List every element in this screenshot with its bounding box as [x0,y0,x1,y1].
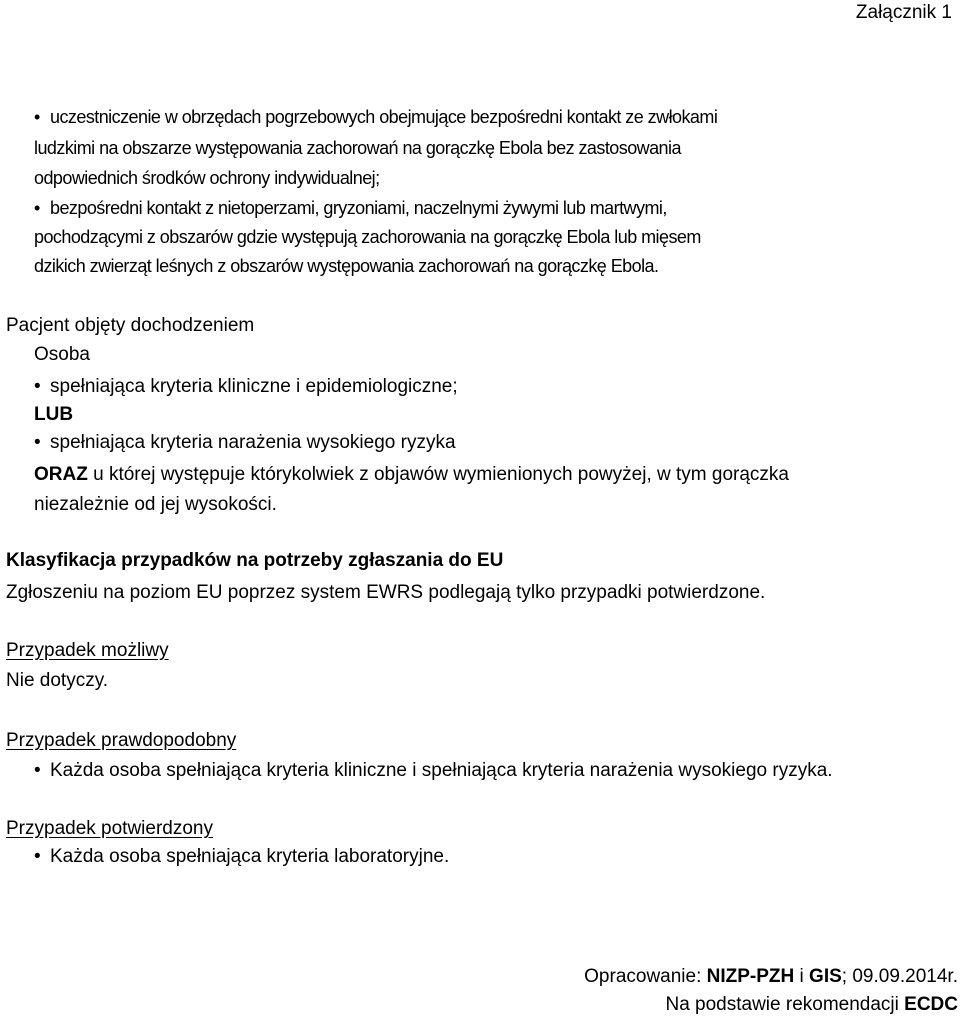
list-item-continuation: dzikich zwierząt leśnych z obszarów występowania zachorowań na gorączkę Ebola. [34,256,659,276]
list-item-continuation: ludzkimi na obszarze występowania zachorowań na gorączkę Ebola bez zastosowania [34,138,681,158]
possible-case-text: Nie dotyczy. [6,670,109,691]
recommendation-source: Na podstawie rekomendacji ECDC [665,994,958,1015]
list-item: • Każda osoba spełniająca kryteria laboratoryjne. [34,846,450,867]
bullet: • [34,376,41,397]
case-heading-possible: Przypadek możliwy [6,640,169,661]
section-heading: Klasyfikacja przypadków na potrzeby zgłaszania do EU [6,550,504,571]
and-condition-continuation: niezależnie od jej wysokości. [34,494,277,515]
list-item: • Każda osoba spełniająca kryteria kliniczne i spełniająca kryteria narażenia wysokiego ryzyka. [34,760,833,781]
org-ecdc: ECDC [904,994,958,1015]
bullet: • [34,107,40,127]
section-heading: Pacjent objęty dochodzeniem [6,315,255,336]
list-item: • spełniająca kryteria kliniczne i epidemiologiczne; [34,376,458,397]
prepared-by: Opracowanie: NIZP-PZH i GIS; 09.09.2014r. [584,966,958,987]
and-label: ORAZ [34,464,88,485]
definition-subject: Osoba [34,344,90,365]
list-item: • spełniająca kryteria narażenia wysokiego ryzyka [34,432,456,453]
bullet: • [34,760,41,781]
list-item-continuation: pochodzącymi z obszarów gdzie występują zachorowania na gorączkę Ebola lub mięsem [34,227,701,247]
or-label: LUB [34,404,74,425]
list-item: • uczestniczenie w obrzędach pogrzebowych obejmujące bezpośredni kontakt ze zwłokami [34,107,718,127]
org-nizp-pzh: NIZP-PZH [706,966,795,987]
list-item-continuation: odpowiednich środków ochrony indywidualnej; [34,168,380,188]
org-gis: GIS [809,966,842,987]
classification-text: Zgłoszeniu na poziom EU poprzez system EWRS podlegają tylko przypadki potwierdzone. [6,582,766,603]
case-heading-confirmed: Przypadek potwierdzony [6,818,213,839]
attachment-label: Załącznik 1 [855,2,952,23]
bullet: • [34,198,40,218]
bullet: • [34,846,41,867]
bullet: • [34,432,41,453]
case-heading-probable: Przypadek prawdopodobny [6,730,237,751]
list-item: • bezpośredni kontakt z nietoperzami, gryzoniami, naczelnymi żywymi lub martwymi, [34,198,667,218]
and-condition: ORAZ u której występuje którykolwiek z objawów wymienionych powyżej, w tym gorączka [34,464,789,485]
